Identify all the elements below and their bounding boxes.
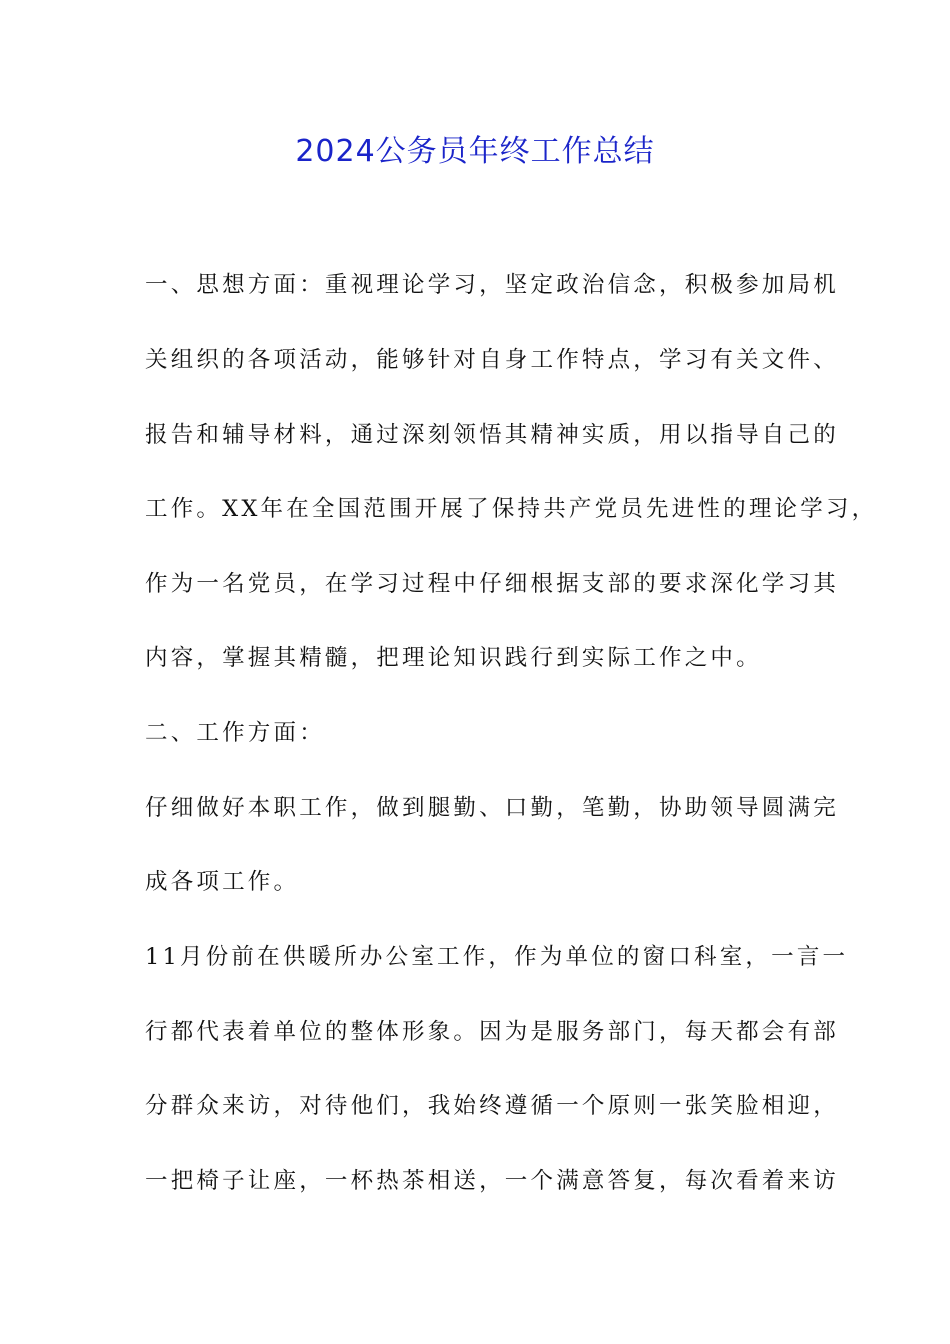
- body-line: 关组织的各项活动，能够针对自身工作特点，学习有关文件、: [145, 347, 839, 373]
- section-heading: 二、工作方面：: [145, 720, 325, 746]
- body-line: 作为一名党员，在学习过程中仔细根据支部的要求深化学习其: [145, 571, 839, 597]
- body-line: 报告和辅导材料，通过深刻领悟其精神实质，用以指导自己的: [145, 422, 839, 448]
- body-line: 内容，掌握其精髓，把理论知识践行到实际工作之中。: [145, 645, 762, 671]
- body-line: 一、思想方面：重视理论学习，坚定政治信念，积极参加局机: [145, 272, 839, 298]
- body-line: 11月份前在供暖所办公室工作，作为单位的窗口科室，一言一: [145, 944, 849, 970]
- body-line: 分群众来访，对待他们，我始终遵循一个原则一张笑脸相迎，: [145, 1093, 839, 1119]
- document-title: 2024公务员年终工作总结: [295, 134, 655, 169]
- body-line: 一把椅子让座，一杯热茶相送，一个满意答复，每次看着来访: [145, 1168, 839, 1194]
- body-line: 仔细做好本职工作，做到腿勤、口勤，笔勤，协助领导圆满完: [145, 795, 839, 821]
- body-line: 工作。XX年在全国范围开展了保持共产党员先进性的理论学习，: [145, 496, 878, 522]
- body-line: 成各项工作。: [145, 869, 300, 895]
- body-line: 行都代表着单位的整体形象。因为是服务部门，每天都会有部: [145, 1019, 839, 1045]
